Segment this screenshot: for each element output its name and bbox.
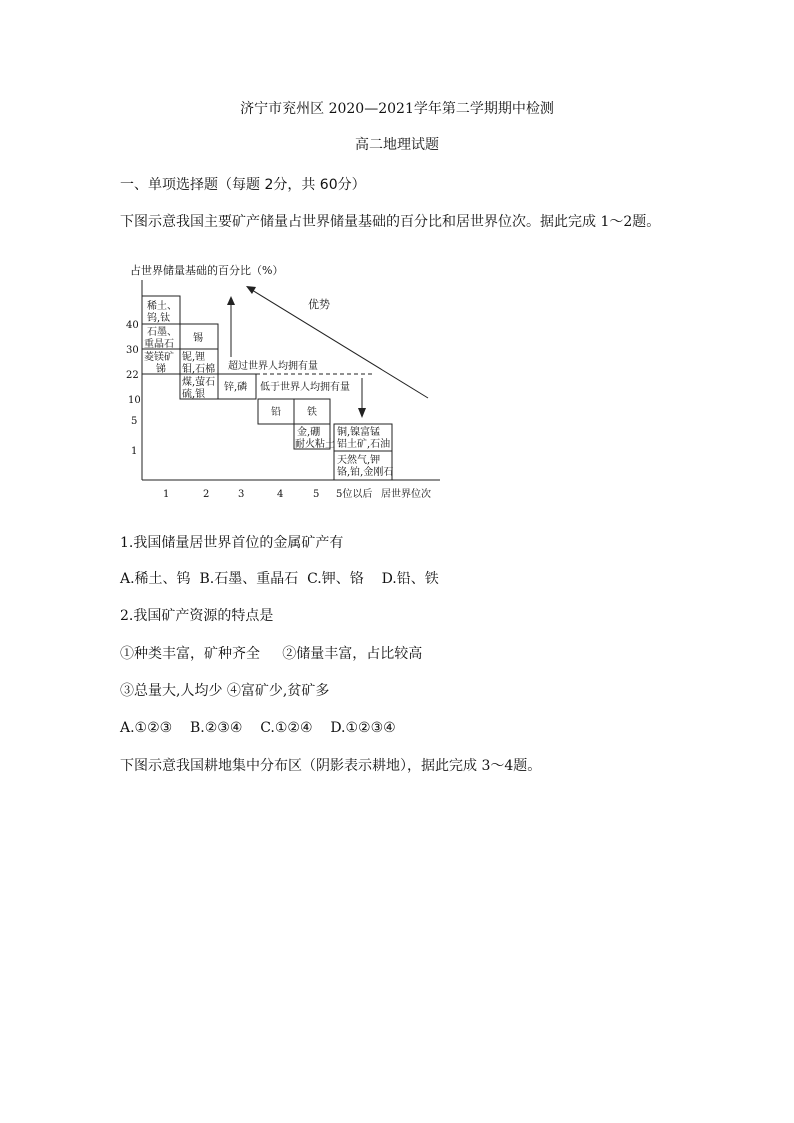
x-tick-3: 3 (238, 489, 245, 500)
y-tick-10: 10 (128, 395, 141, 406)
x-tick-5: 5 (313, 489, 320, 500)
cell-rank2-b-l2: 硫,银 (182, 389, 206, 400)
section-heading: 一、单项选择题（每题 2分，共 60分） (120, 177, 366, 193)
exam-title: 济宁市兖州区 2020—2021学年第二学期期中检测 (240, 101, 554, 117)
cell-beyond-b-l1: 天然气,钾 (337, 455, 381, 466)
question-2-statement-1: ①种类丰富，矿种齐全 ②储量丰富，占比较高 (120, 646, 423, 662)
cell-beyond-a-l2: 铝土矿,石油 (337, 439, 391, 450)
exam-subtitle: 高二地理试题 (355, 137, 439, 153)
x-tick-2: 2 (203, 489, 210, 500)
x-tick-4: 4 (277, 489, 284, 500)
y-tick-22: 22 (126, 370, 139, 381)
up-arrow-head (227, 296, 235, 305)
advantage-arrow-head (246, 286, 256, 294)
y-tick-1: 1 (131, 446, 138, 457)
cell-iron: 铁 (307, 407, 317, 418)
question-1-stem: 1.我国储量居世界首位的金属矿产有 (120, 535, 344, 551)
figure-intro: 下图示意我国主要矿产储量占世界储量基础的百分比和居世界位次。据此完成 1～2题。 (120, 214, 661, 230)
cell-tin: 锡 (193, 333, 203, 344)
x-tick-1: 1 (163, 489, 170, 500)
cell-beyond-b-l2: 铬,铂,金刚石 (337, 467, 394, 478)
x-tick-5-plus: 5位以后 (336, 489, 373, 500)
above-per-capita-label: 超过世界人均拥有量 (228, 361, 318, 372)
cell-rank1-a-l2: 钨,钛 (147, 313, 171, 324)
cell-rank1-b-l2: 重晶石 (144, 339, 174, 350)
y-tick-30: 30 (126, 345, 139, 356)
mineral-reserve-figure (122, 258, 452, 508)
cell-rank1-b-l1: 石墨、 (147, 327, 177, 338)
cell-rank2-b-l1: 煤,萤石 (182, 377, 216, 388)
question-1-options: A.稀土、钨 B.石墨、重晶石 C.钾、铬 D.铅、铁 (120, 571, 439, 587)
cell-rank5-l2: 耐火粘土 (295, 439, 335, 450)
cell-rank1-c-l2: 锑 (156, 364, 166, 375)
cell-rank1-a-l1: 稀土、 (147, 301, 177, 312)
cell-rank2-a-l1: 铌,锂 (182, 352, 206, 363)
cell-lead: 铅 (271, 407, 281, 418)
cell-beyond-a-l1: 铜,镍富锰 (337, 427, 381, 438)
cell-rank1-c-l1: 菱镁矿 (144, 352, 174, 363)
cell-zinc: 锌,磷 (224, 382, 248, 393)
y-tick-40: 40 (126, 320, 139, 331)
question-2-stem: 2.我国矿产资源的特点是 (120, 608, 274, 624)
cell-rank5-l1: 金,硼 (297, 427, 321, 438)
cell-rank2-a-l2: 钼,石棉 (182, 364, 216, 375)
question-2-options: A.①②③ B.②③④ C.①②④ D.①②③④ (120, 720, 396, 736)
map-intro: 下图示意我国耕地集中分布区（阴影表示耕地），据此完成 3～4题。 (120, 758, 542, 774)
y-axis-title: 占世界储量基础的百分比（%） (130, 264, 284, 277)
question-2-statement-2: ③总量大,人均少 ④富矿少,贫矿多 (120, 683, 330, 699)
y-tick-5: 5 (131, 416, 138, 427)
advantage-label: 优势 (308, 298, 330, 311)
x-axis-title: 居世界位次 (381, 489, 431, 500)
down-arrow-head (358, 408, 366, 418)
below-per-capita-label: 低于世界人均拥有量 (260, 382, 350, 393)
